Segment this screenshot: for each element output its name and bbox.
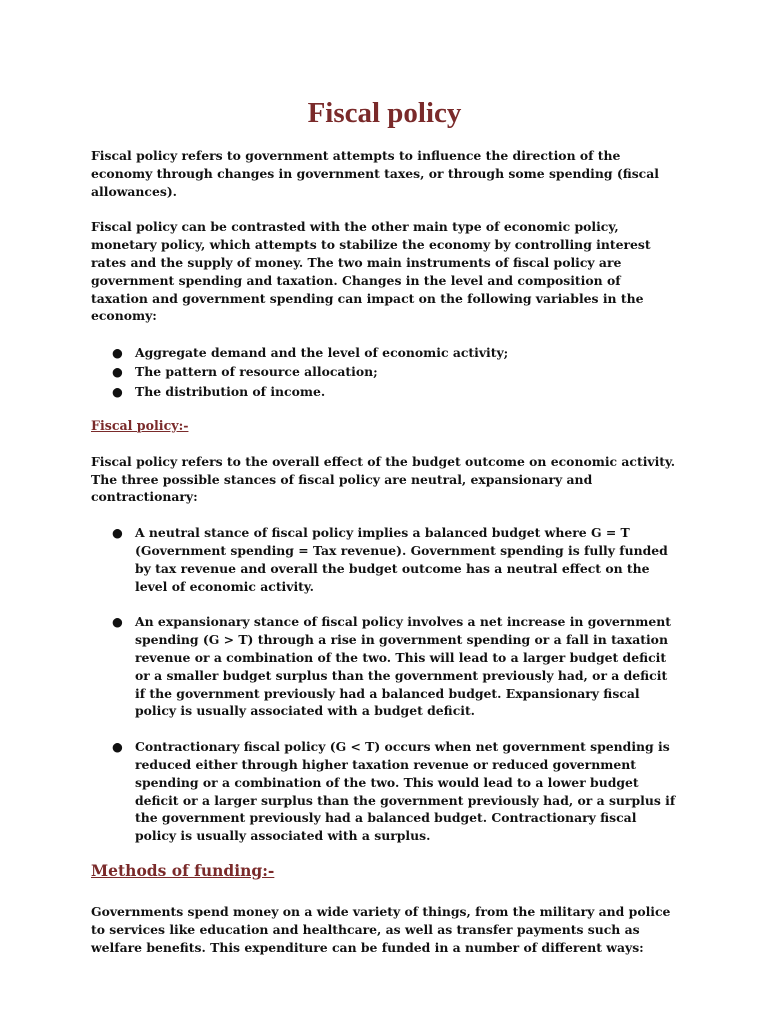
list-item xyxy=(91,343,678,362)
variables-list xyxy=(91,343,678,401)
bullet-icon: ● xyxy=(112,739,123,755)
bullet-icon: ● xyxy=(112,345,123,361)
list-item xyxy=(91,362,678,381)
list-item xyxy=(91,613,678,720)
list-item-text: The pattern of resource allocation; xyxy=(135,364,378,380)
methods-paragraph: Governments spend money on a wide variety of things, from the military and police to services like education and healthcare, as well as transfer payments such as welfare benefits. This expenditure can be funded in a number of different ways: xyxy=(91,903,671,955)
list-item-text: Contractionary fiscal policy (G < T) occurs when net government spending is reduced either through higher taxation revenue or reduced government spending or a combination of the two. This would lead to a lower budget deficit or a larger surplus than the government previously had, or a surplus if the government previously had a balanced budget. Contractionary fiscal policy is usually associated with a surplus. xyxy=(135,739,676,844)
intro-paragraph: Fiscal policy refers to government attempts to influence the direction of the economy through changes in government taxes, or through some spending (fiscal allowances). xyxy=(91,148,659,199)
list-item-text: The distribution of income. xyxy=(135,383,326,399)
stances-intro-paragraph: Fiscal policy refers to the overall effect of the budget outcome on economic activity. The three possible stances of fiscal policy are neutral, expansionary and contractionary: xyxy=(91,453,676,505)
bullet-icon: ● xyxy=(112,614,123,630)
list-item-text: A neutral stance of fiscal policy implies a balanced budget where G = T (Government spending = Tax revenue). Government spending is fully funded by tax revenue and overall the budget outcome has a neutral effect on the level of economic activity. xyxy=(135,525,668,594)
stances-list xyxy=(91,524,678,845)
methods-of-funding-heading: Methods of funding:- xyxy=(91,860,275,880)
list-item xyxy=(91,738,678,845)
list-item xyxy=(91,524,678,595)
list-item-text: An expansionary stance of fiscal policy involves a net increase in government spending (G > T) through a rise in government spending or a fall in taxation revenue or a combination of the two. This will lead to a larger budget deficit or a smaller budget surplus than the government previously had, or a deficit if the government previously had a balanced budget. Expansionary fiscal policy is usually associated with a budget deficit. xyxy=(135,614,672,719)
bullet-icon: ● xyxy=(112,525,123,541)
list-item-text: Aggregate demand and the level of economic activity; xyxy=(135,345,509,361)
bullet-icon: ● xyxy=(112,364,123,380)
list-item xyxy=(91,382,678,401)
fiscal-policy-subheading: Fiscal policy:- xyxy=(91,417,189,433)
bullet-icon: ● xyxy=(112,383,123,399)
contrast-paragraph: Fiscal policy can be contrasted with the other main type of economic policy, monetary policy, which attempts to stabilize the economy by controlling interest rates and the supply of money. The two main instruments of fiscal policy are government spending and taxation. Changes in the level and composition of taxation and government spending can impact on the following variables in the economy: xyxy=(91,219,651,324)
page-title: Fiscal policy xyxy=(307,97,462,129)
